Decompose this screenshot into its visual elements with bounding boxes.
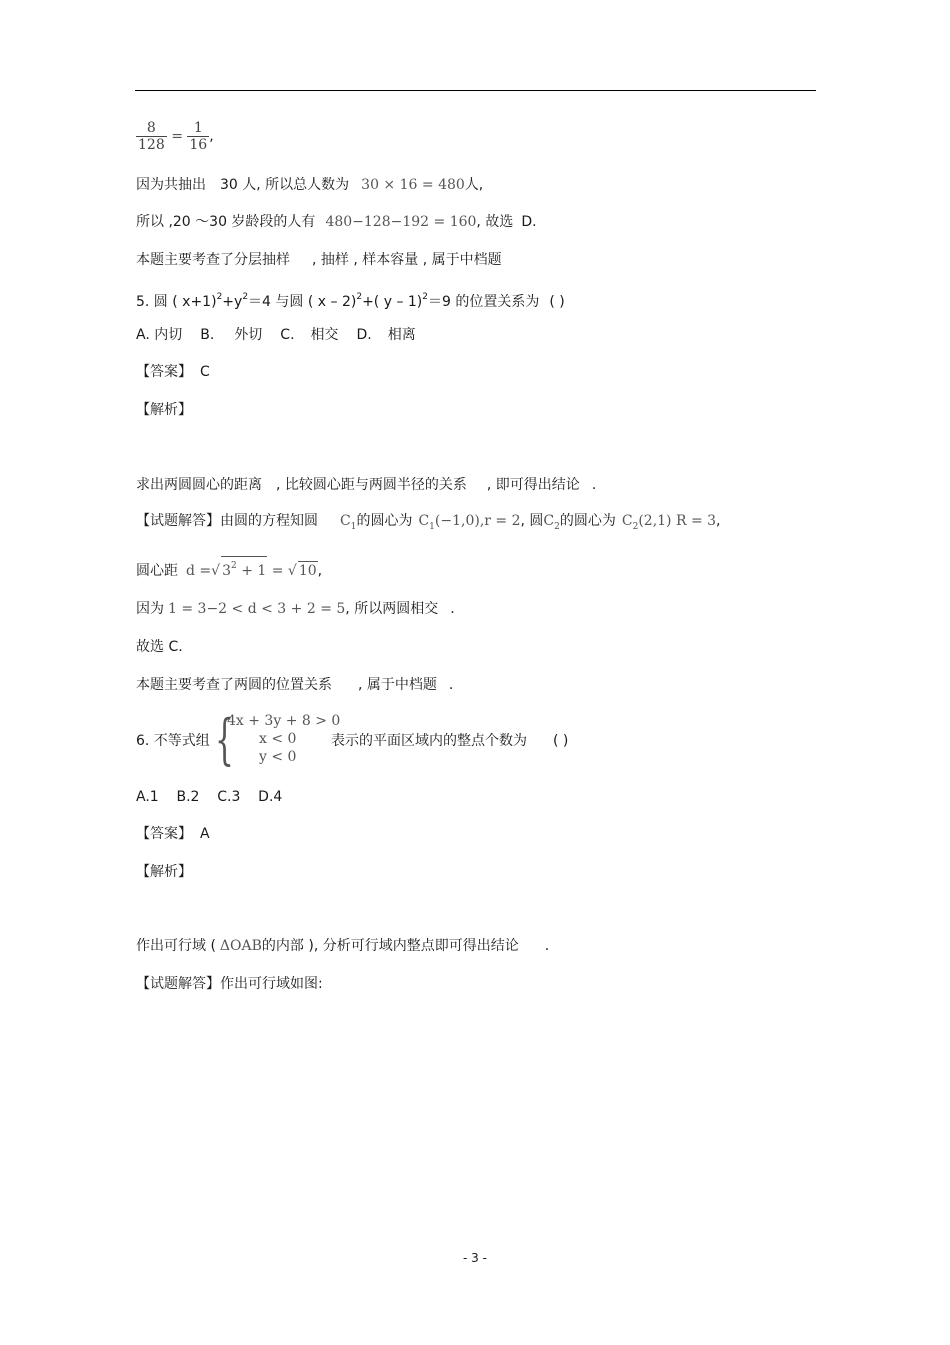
question-6-analysis-label: 【解析】 bbox=[136, 864, 192, 880]
question-6-answer: 【答案】 A bbox=[136, 826, 210, 842]
question-5-answer: 【答案】 C bbox=[136, 364, 210, 380]
question-5-analysis-1: 求出两圆圆心的距离 , 比较圆心距与两圆半径的关系 , 即可得出结论 . bbox=[136, 477, 597, 493]
system-ineq-1: 4x + 3y + 8 > 0 bbox=[227, 713, 341, 729]
question-5: 5. 圆 ( $x+1)^2+y^2=4$ 与圆 ( x – 2)$^2$+( y – 1)$^2$＝9 的位置关系为 ( ) bbox=[136, 292, 565, 310]
question-5-analysis-label: 【解析】 bbox=[136, 402, 192, 418]
summary-line-q4: 本题主要考查了分层抽样 , 抽样 , 样本容量 , 属于中档题 bbox=[136, 252, 502, 268]
question-6-analysis-2: 【试题解答】作出可行域如图: bbox=[136, 976, 323, 992]
sqrt-sign: √ bbox=[287, 563, 297, 579]
question-6-analysis-1: 作出可行域 ( ΔOAB的内部 ), 分析可行域内整点即可得出结论 . bbox=[136, 938, 550, 954]
sqrt-sign: √ bbox=[211, 563, 221, 579]
radicand-10: 10 bbox=[298, 563, 317, 579]
age-group-line: 所以 ,20 ～30 岁龄段的人有 480−128−192 = 160, 故选 D. bbox=[136, 214, 537, 230]
fraction-8-128: $\frac{8}{128}$ bbox=[138, 120, 165, 153]
system-ineq-2: x < 0 bbox=[259, 731, 297, 747]
question-5-analysis-5: 故选 C. bbox=[136, 639, 183, 655]
system-ineq-3: y < 0 bbox=[259, 749, 297, 765]
total-count-line: 因为共抽出 30 人, 所以总人数为 30 × 16 = 480人, bbox=[136, 177, 484, 193]
fraction-1-16: $\frac{1}{16}$ bbox=[189, 120, 208, 153]
header-rule bbox=[135, 90, 816, 91]
question-6-options: A.1 B.2 C.3 D.4 bbox=[136, 789, 283, 805]
question-6-text: 表示的平面区域内的整点个数为 ( ) bbox=[331, 733, 569, 749]
radicand-3sq-plus-1: $3^2 + 1$ bbox=[221, 556, 267, 580]
system-brace: { bbox=[215, 708, 234, 771]
question-5-analysis-3: 圆心距 d =√ $3^2 + 1$ = √ 10, bbox=[136, 556, 322, 580]
question-5-analysis-6: 本题主要考查了两圆的位置关系 , 属于中档题 . bbox=[136, 677, 454, 693]
question-6-label: 6. 不等式组 bbox=[136, 733, 210, 749]
fraction-line: $\frac{8}{128}$ = $\frac{1}{16}$ , bbox=[138, 120, 214, 153]
question-5-options: A. 内切 B. 外切 C. 相交 D. 相离 bbox=[136, 327, 416, 343]
question-5-analysis-2: 【试题解答】由圆的方程知圆 $C_1$的圆心为 $C_1(-1,0),r = 2$, 圆$C_2$的圆心为 $C_2(2,1) R = 3$, bbox=[136, 513, 721, 532]
question-5-analysis-4: 因为 1 = 3−2 < d < 3 + 2 = 5, 所以两圆相交 . bbox=[136, 601, 455, 617]
page-number: - 3 - bbox=[463, 1251, 487, 1265]
